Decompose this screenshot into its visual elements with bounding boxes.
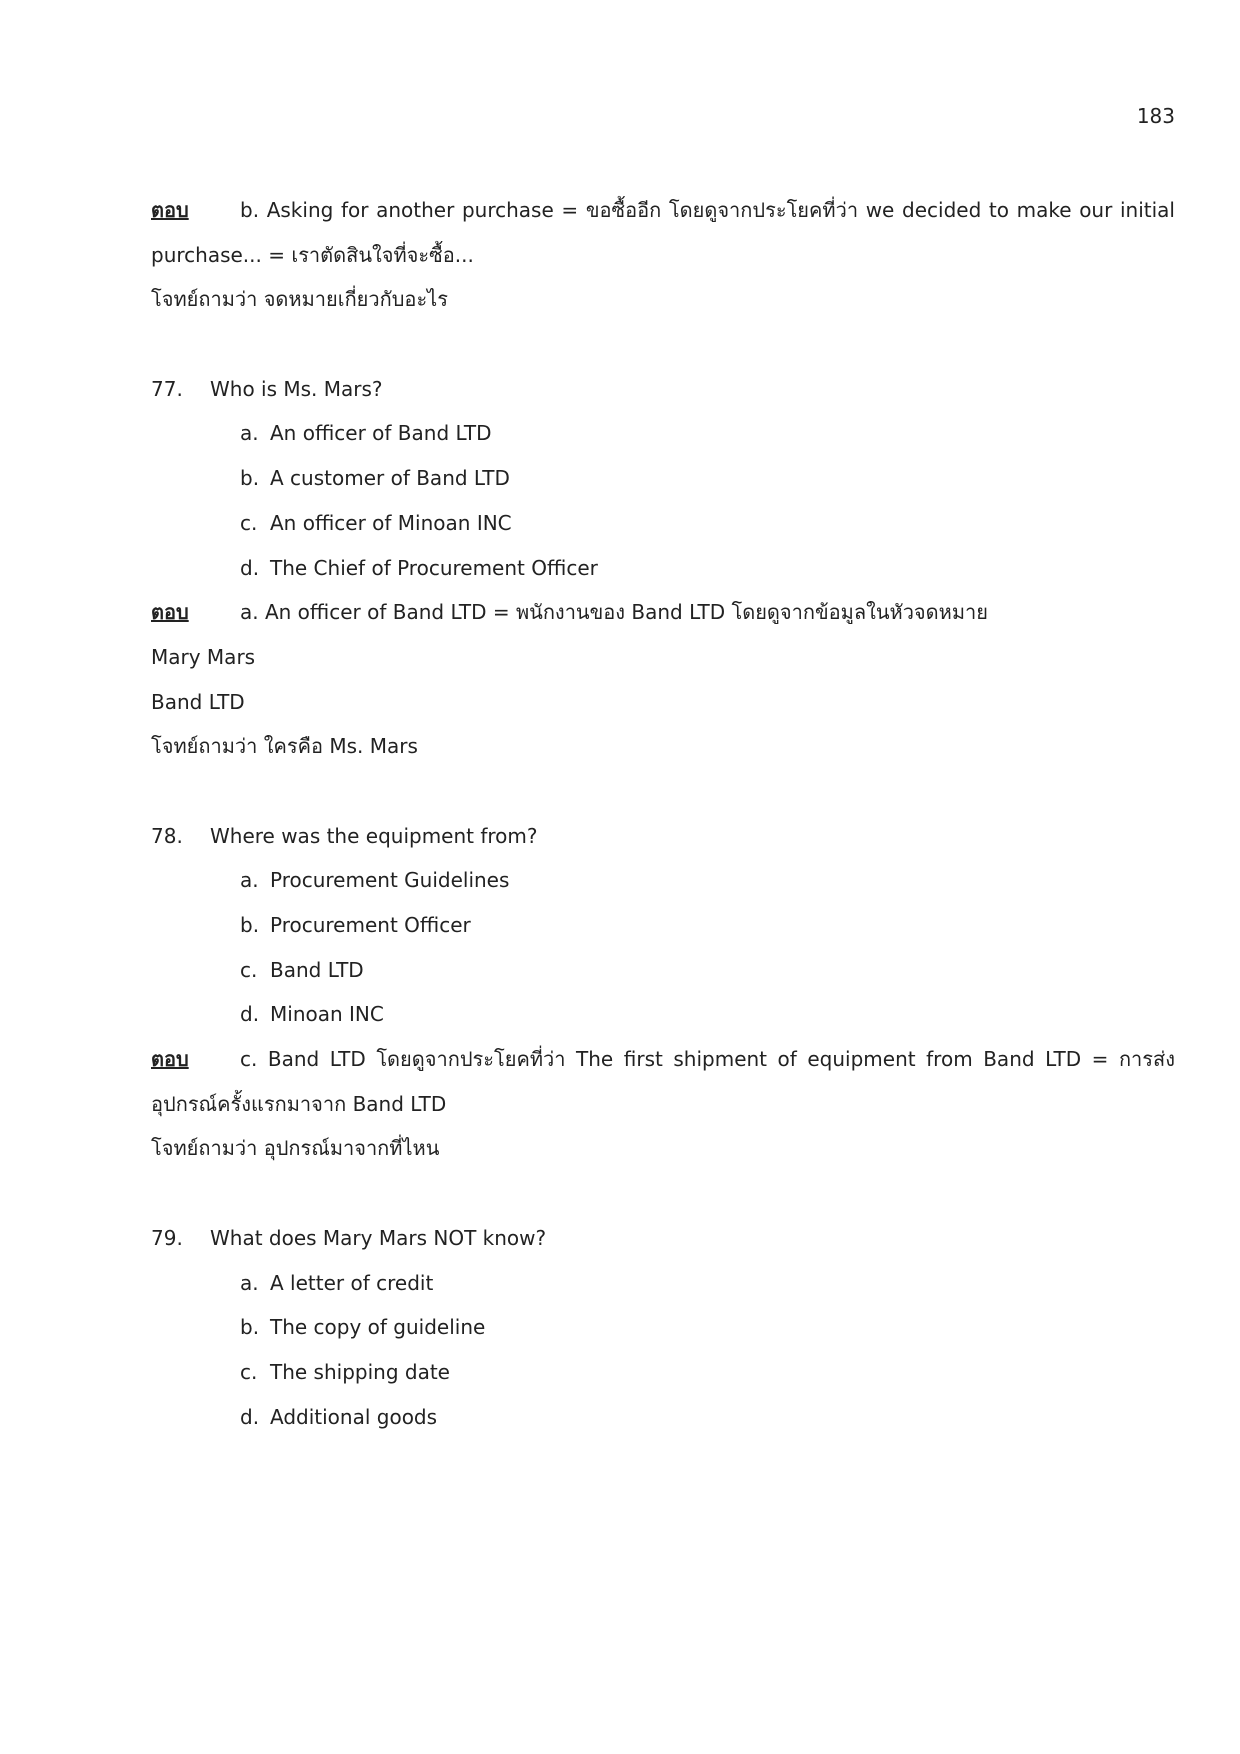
question-78: 78. Where was the equipment from? xyxy=(151,823,538,848)
page-content xyxy=(151,188,1175,1439)
question-79: 79. What does Mary Mars NOT know? xyxy=(151,1225,547,1250)
answer-label: ตอบ xyxy=(151,1047,189,1072)
answer-label: ตอบ xyxy=(151,600,189,625)
answer-78-line2: อุปกรณ์ครั้งแรกมาจาก Band LTD xyxy=(151,1091,447,1116)
option-78-d: d. Minoan INC xyxy=(240,1002,384,1027)
note-76: โจทย์ถามว่า จดหมายเกี่ยวกับอะไร xyxy=(151,287,448,312)
option-77-a: a. An officer of Band LTD xyxy=(240,421,492,446)
option-79-d: d. Additional goods xyxy=(240,1404,438,1429)
option-77-c: c. An officer of Minoan INC xyxy=(240,510,512,535)
answer-77-extra-2: Band LTD xyxy=(151,689,245,714)
answer-label: ตอบ xyxy=(151,198,189,222)
option-79-a: a. A letter of credit xyxy=(240,1270,434,1295)
option-78-b: b. Procurement Officer xyxy=(240,913,471,937)
note-78: โจทย์ถามว่า อุปกรณ์มาจากที่ไหน xyxy=(151,1136,440,1161)
option-79-c: c. The shipping date xyxy=(240,1359,450,1384)
option-79-b: b. The copy of guideline xyxy=(240,1315,486,1340)
option-77-d: d. The Chief of Procurement Officer xyxy=(240,555,598,580)
option-78-a: a. Procurement Guidelines xyxy=(240,868,510,893)
answer-76: ตอบ b. Asking for another purchase = ขอซื้ออีก โดยดูจากประโยคที่ว่า we decided to make our initial xyxy=(151,188,1175,233)
answer-77-extra-1: Mary Mars xyxy=(151,644,256,669)
answer-78: ตอบ c. Band LTD โดยดูจากประโยคที่ว่า The first shipment of equipment from Band LTD = การส่ง xyxy=(151,1037,1175,1082)
answer-76-line2: purchase... = เราตัดสินใจที่จะซื้อ... xyxy=(151,242,474,267)
option-77-b: b. A customer of Band LTD xyxy=(240,466,510,491)
question-77: 77. Who is Ms. Mars? xyxy=(151,376,383,401)
page-number: 183 xyxy=(1136,104,1175,128)
answer-77: ตอบ a. An officer of Band LTD = พนักงานของ Band LTD โดยดูจากข้อมูลในหัวจดหมาย xyxy=(151,590,1175,635)
note-77: โจทย์ถามว่า ใครคือ Ms. Mars xyxy=(151,734,418,759)
option-78-c: c. Band LTD xyxy=(240,957,364,982)
